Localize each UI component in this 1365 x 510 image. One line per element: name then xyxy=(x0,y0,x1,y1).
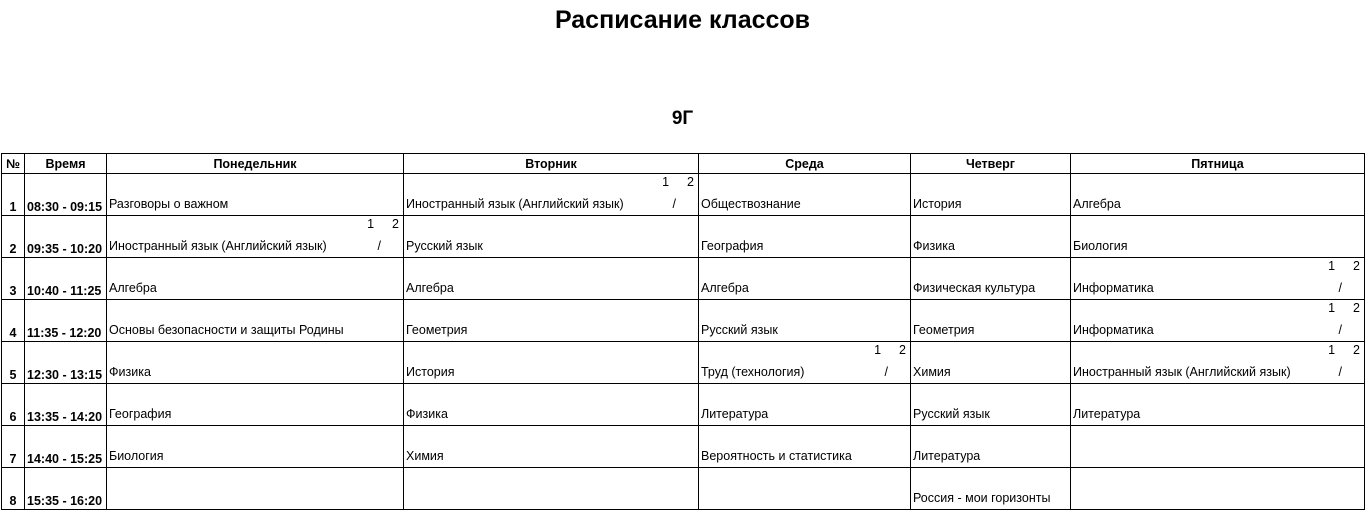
lesson-groups xyxy=(856,343,906,358)
lesson-subject: Геометрия xyxy=(913,323,975,337)
table-row xyxy=(2,258,1365,300)
lesson-subject: Алгебра xyxy=(406,281,454,295)
lesson-subject: История xyxy=(913,197,962,211)
header-time: Время xyxy=(25,154,107,174)
lesson-subject: Русский язык xyxy=(406,239,483,253)
group-number: 2 xyxy=(392,217,399,231)
lesson-subject: Алгебра xyxy=(1073,197,1121,211)
table-row xyxy=(2,300,1365,342)
lesson-subject: Информатика xyxy=(1073,323,1154,337)
lesson-cell-thursday xyxy=(911,174,1071,216)
group-number: 2 xyxy=(1353,301,1360,315)
lesson-cell-monday xyxy=(107,174,404,216)
group-separator: / xyxy=(884,365,888,379)
lesson-time: 15:35 - 16:20 xyxy=(25,468,107,510)
group-number: 1 xyxy=(874,343,882,357)
lesson-cell-friday xyxy=(1071,300,1365,342)
lesson-subject: Русский язык xyxy=(913,407,990,421)
lesson-subject: Литература xyxy=(701,407,769,421)
header-wednesday: Среда xyxy=(699,154,911,174)
lesson-cell-friday xyxy=(1071,258,1365,300)
table-row xyxy=(2,216,1365,258)
lesson-cell-thursday xyxy=(911,384,1071,426)
header-num: № xyxy=(2,154,25,174)
lesson-subject: Литература xyxy=(913,449,981,463)
lesson-cell-thursday xyxy=(911,216,1071,258)
header-thursday: Четверг xyxy=(911,154,1071,174)
lesson-number: 4 xyxy=(2,300,25,342)
page-title: Расписание классов xyxy=(554,6,811,34)
lesson-cell-tuesday xyxy=(404,174,699,216)
lesson-number: 3 xyxy=(2,258,25,300)
lesson-subject: Геометрия xyxy=(406,323,468,337)
lesson-subject: Россия - мои горизонты xyxy=(913,491,1051,505)
lesson-cell-tuesday xyxy=(404,426,699,468)
table-row xyxy=(2,426,1365,468)
lesson-cell-friday xyxy=(1071,174,1365,216)
group-number: 2 xyxy=(1353,343,1360,357)
table-row xyxy=(2,174,1365,216)
lesson-subject: География xyxy=(701,239,764,253)
header-row xyxy=(2,154,1365,174)
lesson-subject: Вероятность и статистика xyxy=(701,449,852,463)
lesson-number: 8 xyxy=(2,468,25,510)
lesson-subject: Обществознание xyxy=(701,197,801,211)
lesson-groups xyxy=(1310,343,1360,358)
lesson-cell-monday xyxy=(107,300,404,342)
table-row xyxy=(2,342,1365,384)
lesson-subject: Физическая культура xyxy=(913,281,1036,295)
lesson-number: 5 xyxy=(2,342,25,384)
lesson-cell-wednesday xyxy=(699,384,911,426)
lesson-time: 12:30 - 13:15 xyxy=(25,342,107,384)
lesson-subject: Биология xyxy=(109,449,164,463)
lesson-subject: Алгебра xyxy=(701,281,749,295)
header-friday: Пятница xyxy=(1071,154,1365,174)
lesson-subject: Химия xyxy=(913,365,951,379)
lesson-cell-friday xyxy=(1071,384,1365,426)
group-separator: / xyxy=(1338,281,1342,295)
lesson-subject: Физика xyxy=(913,239,955,253)
group-separator: / xyxy=(1338,365,1342,379)
group-number: 1 xyxy=(367,217,375,231)
lesson-cell-tuesday xyxy=(404,468,699,510)
lesson-cell-friday xyxy=(1071,426,1365,468)
schedule-table xyxy=(1,153,1365,510)
lesson-cell-friday xyxy=(1071,216,1365,258)
lesson-cell-wednesday xyxy=(699,216,911,258)
header-monday: Понедельник xyxy=(107,154,404,174)
lesson-subject: Литература xyxy=(1073,407,1141,421)
group-separator: / xyxy=(377,239,381,253)
group-number: 1 xyxy=(662,175,670,189)
lesson-cell-tuesday xyxy=(404,342,699,384)
lesson-subject: Разговоры о важном xyxy=(109,197,229,211)
lesson-subject: Иностранный язык (Английский язык) xyxy=(406,197,624,211)
lesson-cell-monday xyxy=(107,258,404,300)
lesson-subject: Русский язык xyxy=(701,323,778,337)
lesson-time: 11:35 - 12:20 xyxy=(25,300,107,342)
lesson-subject: Физика xyxy=(109,365,151,379)
lesson-time: 14:40 - 15:25 xyxy=(25,426,107,468)
lesson-subject: Физика xyxy=(406,407,448,421)
lesson-cell-wednesday xyxy=(699,174,911,216)
lesson-groups xyxy=(349,217,399,232)
group-number: 2 xyxy=(1353,259,1360,273)
lesson-number: 6 xyxy=(2,384,25,426)
lesson-cell-wednesday xyxy=(699,468,911,510)
lesson-cell-thursday xyxy=(911,258,1071,300)
lesson-cell-monday xyxy=(107,342,404,384)
schedule-body xyxy=(2,174,1365,510)
lesson-number: 2 xyxy=(2,216,25,258)
lesson-cell-thursday xyxy=(911,300,1071,342)
lesson-subject: Информатика xyxy=(1073,281,1154,295)
lesson-groups xyxy=(1310,301,1360,316)
lesson-cell-wednesday xyxy=(699,258,911,300)
lesson-cell-wednesday xyxy=(699,300,911,342)
lesson-cell-monday xyxy=(107,426,404,468)
group-number: 2 xyxy=(687,175,694,189)
lesson-time: 08:30 - 09:15 xyxy=(25,174,107,216)
lesson-cell-thursday xyxy=(911,342,1071,384)
table-row xyxy=(2,468,1365,510)
lesson-cell-monday xyxy=(107,216,404,258)
lesson-cell-friday xyxy=(1071,468,1365,510)
lesson-subject: Иностранный язык (Английский язык) xyxy=(1073,365,1291,379)
lesson-cell-wednesday xyxy=(699,342,911,384)
lesson-cell-thursday xyxy=(911,426,1071,468)
lesson-subject: Иностранный язык (Английский язык) xyxy=(109,239,327,253)
lesson-groups xyxy=(644,175,694,190)
group-number: 1 xyxy=(1328,343,1336,357)
lesson-time: 10:40 - 11:25 xyxy=(25,258,107,300)
group-number: 1 xyxy=(1328,301,1336,315)
lesson-subject: Химия xyxy=(406,449,444,463)
lesson-subject: География xyxy=(109,407,172,421)
lesson-number: 1 xyxy=(2,174,25,216)
lesson-cell-friday xyxy=(1071,342,1365,384)
lesson-subject: Биология xyxy=(1073,239,1128,253)
lesson-time: 09:35 - 10:20 xyxy=(25,216,107,258)
header-tuesday: Вторник xyxy=(404,154,699,174)
lesson-subject: История xyxy=(406,365,455,379)
lesson-number: 7 xyxy=(2,426,25,468)
lesson-cell-tuesday xyxy=(404,300,699,342)
lesson-cell-tuesday xyxy=(404,384,699,426)
group-separator: / xyxy=(1338,323,1342,337)
lesson-cell-thursday xyxy=(911,468,1071,510)
lesson-cell-monday xyxy=(107,384,404,426)
class-name: 9Г xyxy=(671,108,694,129)
lesson-cell-wednesday xyxy=(699,426,911,468)
lesson-groups xyxy=(1310,259,1360,274)
group-number: 1 xyxy=(1328,259,1336,273)
lesson-cell-tuesday xyxy=(404,216,699,258)
group-number: 2 xyxy=(899,343,906,357)
lesson-cell-monday xyxy=(107,468,404,510)
lesson-subject: Основы безопасности и защиты Родины xyxy=(109,323,344,337)
lesson-subject: Алгебра xyxy=(109,281,157,295)
lesson-time: 13:35 - 14:20 xyxy=(25,384,107,426)
lesson-subject: Труд (технология) xyxy=(701,365,805,379)
lesson-cell-tuesday xyxy=(404,258,699,300)
group-separator: / xyxy=(672,197,676,211)
table-row xyxy=(2,384,1365,426)
